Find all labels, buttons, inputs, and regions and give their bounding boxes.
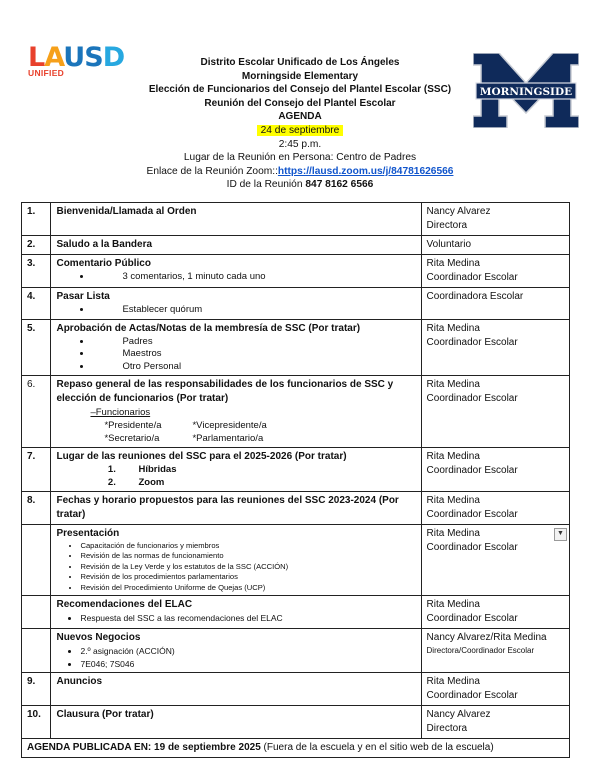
list-item: • 2.º asignación (ACCIÓN) <box>80 645 415 658</box>
meeting-date: 24 de septiembre <box>257 125 344 136</box>
list-item: • Padres <box>92 336 415 349</box>
list-item: • Capacitación de funcionarios y miembros <box>80 541 415 551</box>
svg-text:MORNINGSIDE: MORNINGSIDE <box>479 86 573 98</box>
election-title: Elección de Funcionarios del Consejo del Plantel Escolar (SSC) <box>148 84 452 96</box>
list-item: • Revisión del Procedimiento Uniforme de Quejas (UCP) <box>80 583 415 593</box>
meeting-id: 847 8162 6566 <box>305 179 374 191</box>
agenda-row: 9. Anuncios Rita Medina Coordinador Escolar <box>22 673 570 706</box>
agenda-label: AGENDA <box>278 111 322 123</box>
lausd-logo: LAUSD UNIFIED <box>28 42 125 78</box>
meeting-location: Lugar de la Reunión en Persona: Centro de Padres <box>183 152 417 164</box>
list-item: 1. Híbridas <box>118 464 415 477</box>
list-item: • Establecer quórum <box>92 304 415 317</box>
agenda-row: Nuevos Negocios • 2.º asignación (ACCIÓN) • 7E046; 7S046 Nancy Alvarez/Rita Medina Directora/Coordinador Escolar <box>22 629 570 673</box>
agenda-row: 7. Lugar de las reuniones del SSC para el 2025-2026 (Por tratar) 1. Híbridas 2. Zoom Rita Medina Coordinador Escolar <box>22 448 570 492</box>
list-item: • 7E046; 7S046 <box>80 658 415 671</box>
posted-note: (Fuera de la escuela y en el sitio web de la escuela) <box>263 742 494 754</box>
agenda-row: 1. Bienvenida/Llamada al Orden Nancy Alvarez Directora <box>22 203 570 236</box>
agenda-row: 4. Pasar Lista • Establecer quórum Coordinadora Escolar <box>22 288 570 320</box>
footer-row <box>22 739 570 758</box>
posted-date: AGENDA PUBLICADA EN: 19 de septiembre 2025 <box>27 742 261 754</box>
list-item: • Revisión de la Ley Verde y los estatutos de la SSC (ACCIÓN) <box>80 562 415 572</box>
list-item: • Otro Personal <box>92 361 415 374</box>
school-name: Morningside Elementary <box>241 70 359 82</box>
list-item: • Revisión de las normas de funcionamiento <box>80 551 415 561</box>
list-item: • Maestros <box>92 348 415 361</box>
officer-list: –Funcionarios *Presidente/a *Vicepresidente/a *Secretario/a *Parlamentario/a <box>90 407 267 444</box>
agenda-table <box>21 202 570 758</box>
agenda-row: Recomendaciones del ELAC • Respuesta del SSC a las recomendaciones del ELAC Rita Medina Coordinador Escolar <box>22 596 570 629</box>
district-name: Distrito Escolar Unificado de Los Ángeles <box>200 57 400 68</box>
agenda-row: 10. Clausura (Por tratar) Nancy Alvarez Directora <box>22 706 570 739</box>
list-item: 2. Zoom <box>118 477 415 490</box>
zoom-link[interactable]: https://lausd.zoom.us/j/84781626566 <box>277 165 454 177</box>
meeting-title: Reunión del Consejo del Plantel Escolar <box>204 97 396 109</box>
agenda-row: 2. Saludo a la Bandera Voluntario <box>22 236 570 255</box>
list-item: • Respuesta del SSC a las recomendaciones del ELAC <box>80 612 415 625</box>
dropdown-arrow-icon[interactable]: ▼ <box>554 528 567 541</box>
meeting-time: 2:45 p.m. <box>278 138 322 150</box>
morningside-m-logo <box>473 53 579 128</box>
agenda-row: Presentación • Capacitación de funcionarios y miembros • Revisión de las normas de funcionamiento • Revisión de la Ley Verde y los estatutos de la SSC (ACCIÓN) • Revisión de los procedimientos parlamentarios • Revisión del Procedimiento Uniforme de Quejas (UCP) Rita Medina Coordinador Escolar ▼ <box>22 525 570 596</box>
list-item: • Revisión de los procedimientos parlamentarios <box>80 572 415 582</box>
agenda-row: 6. Repaso general de las responsabilidades de los funcionarios de SSC y elección de funcionarios (Por tratar) –Funcionarios *Presidente/a *Vicepresidente/a *Secretario/a *Parlamentario/a Rita Medina Coordinador Escolar <box>22 376 570 448</box>
agenda-header: Distrito Escolar Unificado de Los Ángeles Morningside Elementary Elección de Funcionarios del Consejo del Plantel Escolar (SSC) Reunión del Consejo del Plantel Escolar AGENDA 24 de septiembre 2:45 p.m. Lugar de la Reunión en Persona: Centro de Padres Enlace de la Reunión Zoom::https://lausd.zoom.us/j/84781626566 ID de la Reunión 847 8162 6566 <box>130 56 470 192</box>
agenda-row: 3. Comentario Público • 3 comentarios, 1 minuto cada uno Rita Medina Coordinador Escolar <box>22 255 570 288</box>
agenda-row: 5. Aprobación de Actas/Notas de la membresía de SSC (Por tratar) • Padres • Maestros • Otro Personal Rita Medina Coordinador Escolar <box>22 319 570 376</box>
list-item: • 3 comentarios, 1 minuto cada uno <box>92 271 415 284</box>
agenda-row: 8. Fechas y horario propuestos para las reuniones del SSC 2023-2024 (Por tratar) Rita Medina Coordinador Escolar <box>22 492 570 525</box>
